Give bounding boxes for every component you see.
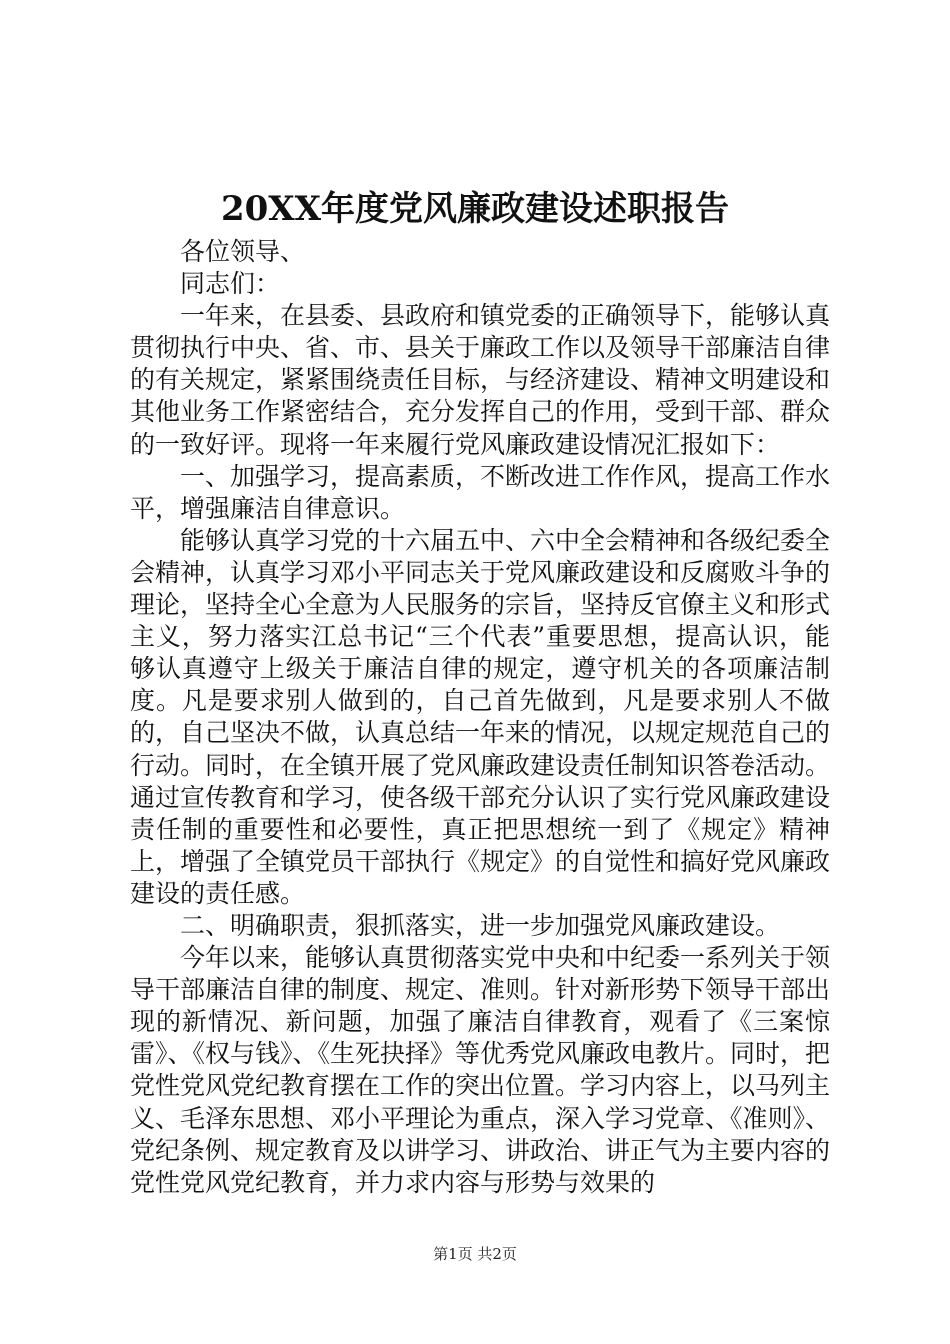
greeting-line: 各位领导、 [180,237,306,266]
body-paragraph: 一年来，在县委、县政府和镇党委的正确领导下，能够认真贯彻执行中央、省、市、县关于廉政工作以及领导干部廉洁自律的有关规定，紧紧围绕责任目标，与经济建设、精神文明建设和其他业务工作紧密结合，充分发挥自己的作用，受到干部、群众的一致好评。现将一年来履行党风廉政建设情况汇报如下： [130,301,831,459]
body-paragraph: 能够认真学习党的十六届五中、六中全会精神和各级纪委全会精神，认真学习邓小平同志关于党风廉政建设和反腐败斗争的理论，坚持全心全意为人民服务的宗旨，坚持反官僚主义和形式主义，努力落实江总书记“三个代表”重要思想，提高认识，能够认真遵守上级关于廉洁自律的规定，遵守机关的各项廉洁制度。凡是要求别人做到的，自己首先做到，凡是要求别人不做的，自己坚决不做，认真总结一年来的情况，以规定规范自己的行动。同时，在全镇开展了党风廉政建设责任制知识答卷活动。通过宣传教育和学习，使各级干部充分认识了实行党风廉政建设责任制的重要性和必要性，真正把思想统一到了《规定》精神上，增强了全镇党员干部执行《规定》的自觉性和搞好党风廉政建设的责任感。 [130,525,831,908]
section-heading: 二、明确职责，狠抓落实，进一步加强党风廉政建设。 [180,910,781,940]
greeting-line: 同志们： [180,269,281,299]
document-body [130,236,830,1199]
body-paragraph: 今年以来，能够认真贯彻落实党中央和中纪委一系列关于领导干部廉洁自律的制度、规定、准则。针对新形势下领导干部出现的新情况、新问题，加强了廉洁自律教育，观看了《三案惊雷》、《权与钱》、《生死抉择》等优秀党风廉政电教片。同时，把党性党风党纪教育摆在工作的突出位置。学习内容上，以马列主义、毛泽东思想、邓小平理论为重点，深入学习党章、《准则》、党纪条例、规定教育及以讲学习、讲政治、讲正气为主要内容的党性党风党纪教育，并力求内容与形势与效果的 [130,943,831,1197]
section-heading: 一、加强学习，提高素质，不断改进工作作风，提高工作水平，增强廉洁自律意识。 [130,461,831,523]
page-number-footer: 第1页 共2页 [433,1245,517,1263]
document-title: 20XX年度党风廉政建设述职报告 [220,189,730,229]
